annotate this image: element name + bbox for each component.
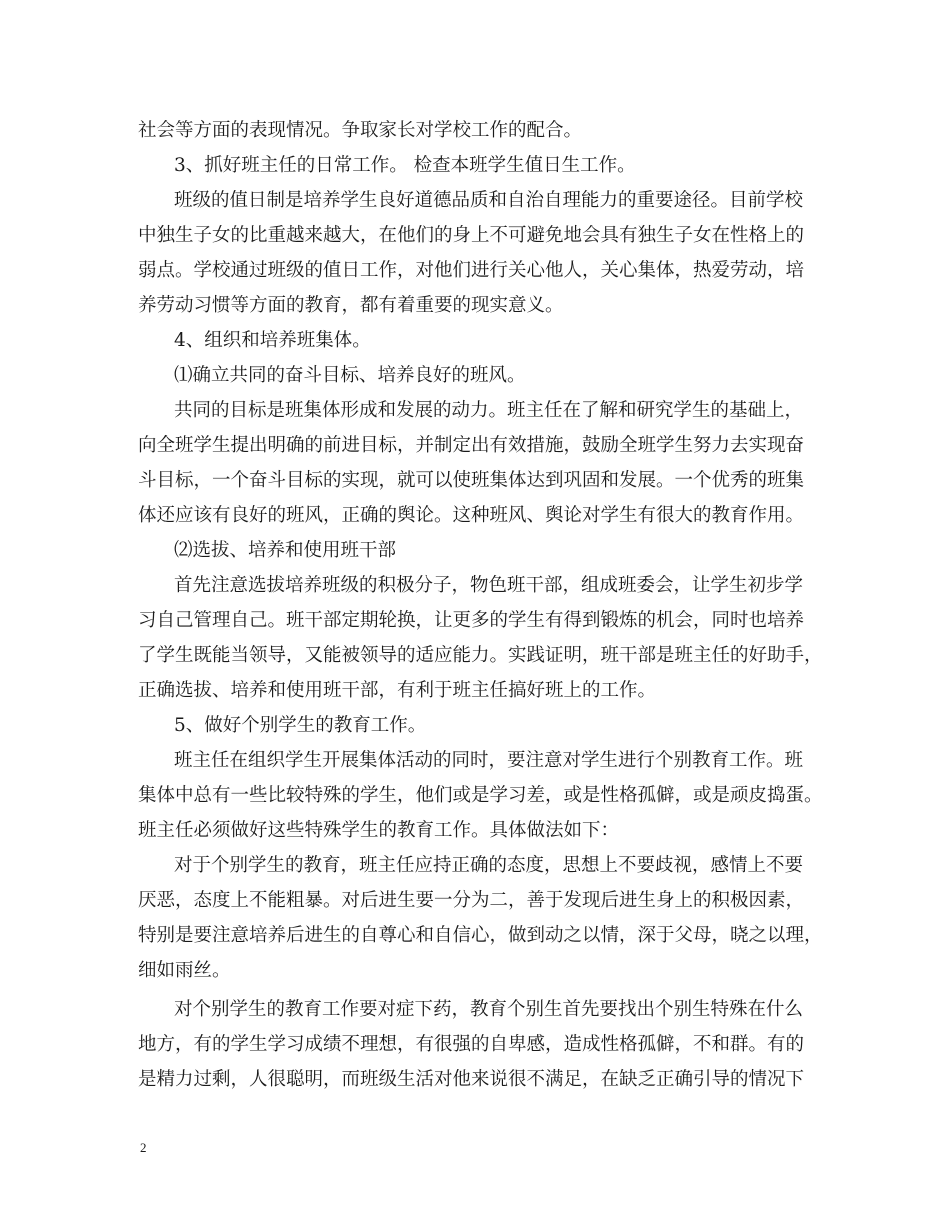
text-line: 对于个别学生的教育，班主任应持正确的态度，思想上不要歧视，感情上不要 (174, 855, 804, 876)
text-line: 体还应该有良好的班风，正确的舆论。这种班风、舆论对学生有很大的教育作用。 (138, 505, 805, 526)
text-line: ⑴确立共同的奋斗目标、培养良好的班风。 (174, 365, 526, 386)
text-line: 4、组织和培养班集体。 (174, 330, 371, 351)
text-line: 班主任必须做好这些特殊学生的教育工作。具体做法如下： (138, 820, 620, 841)
text-line: 正确选拔、培养和使用班干部，有利于班主任搞好班上的工作。 (138, 680, 657, 701)
text-line: 养劳动习惯等方面的教育，都有着重要的现实意义。 (138, 295, 564, 316)
text-line: 共同的目标是班集体形成和发展的动力。班主任在了解和研究学生的基础上， (174, 400, 804, 421)
text-line: 习自己管理自己。班干部定期轮换，让更多的学生有得到锻炼的机会，同时也培养 (138, 610, 805, 631)
text-line: 班级的值日制是培养学生良好道德品质和自治自理能力的重要途径。目前学校 (174, 190, 804, 211)
text-line: 了学生既能当领导，又能被领导的适应能力。实践证明，班干部是班主任的好助手， (138, 645, 823, 666)
text-line: 是精力过剩，人很聪明，而班级生活对他来说很不满足，在缺乏正确引导的情况下 (138, 1069, 805, 1090)
page-number: 2 (140, 1140, 147, 1155)
text-line: 特别是要注意培养后进生的自尊心和自信心，做到动之以情，深于父母，晓之以理， (138, 925, 823, 946)
text-line: 3、抓好班主任的日常工作。 检查本班学生值日生工作。 (174, 155, 636, 176)
text-line: 厌恶，态度上不能粗暴。对后进生要一分为二，善于发现后进生身上的积极因素， (138, 890, 805, 911)
text-line: 斗目标，一个奋斗目标的实现，就可以使班集体达到巩固和发展。一个优秀的班集 (138, 470, 805, 491)
text-line: 向全班学生提出明确的前进目标，并制定出有效措施，鼓励全班学生努力去实现奋 (138, 435, 805, 456)
text-line: 地方，有的学生学习成绩不理想，有很强的自卑感，造成性格孤僻，不和群。有的 (138, 1034, 805, 1055)
text-line: 首先注意选拔培养班级的积极分子，物色班干部，组成班委会，让学生初步学 (174, 575, 804, 596)
text-line: 社会等方面的表现情况。争取家长对学校工作的配合。 (138, 120, 583, 141)
text-line: 集体中总有一些比较特殊的学生，他们或是学习差，或是性格孤僻，或是顽皮捣蛋。 (138, 785, 823, 806)
text-line: 班主任在组织学生开展集体活动的同时，要注意对学生进行个别教育工作。班 (174, 750, 804, 771)
text-line: 5、做好个别学生的教育工作。 (174, 715, 427, 736)
text-line: 对个别学生的教育工作要对症下药，教育个别生首先要找出个别生特殊在什么 (174, 999, 804, 1020)
text-line: 细如雨丝。 (138, 960, 231, 981)
text-line: 中独生子女的比重越来越大，在他们的身上不可避免地会具有独生子女在性格上的 (138, 225, 805, 246)
text-line: ⑵选拔、培养和使用班干部 (174, 540, 397, 561)
text-line: 弱点。学校通过班级的值日工作，对他们进行关心他人，关心集体，热爱劳动，培 (138, 260, 805, 281)
